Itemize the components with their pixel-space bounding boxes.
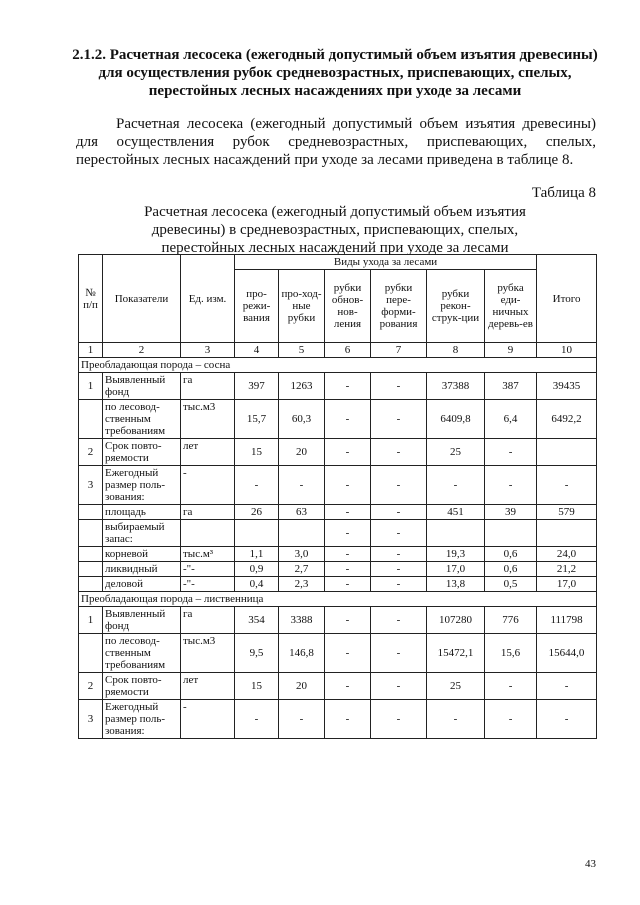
section-row [79, 592, 597, 607]
intro-paragraph: Расчетная лесосека (ежегодный допустимый объем изъятия древесины) для осуществления рубок средневозрастных, приспевающих, спелых, перестойных лесных насаждений при уходе за лесами приведена в таблице 8. [76, 116, 596, 168]
col-header-num: № п/п [79, 255, 103, 343]
row-value-cell: 15,6 [485, 634, 537, 673]
row-value-cell: - [371, 466, 427, 505]
row-value-cell: - [279, 700, 325, 739]
col-header-type: рубки пере-форми-рования [371, 270, 427, 343]
row-value-cell: 397 [235, 373, 279, 400]
column-index-cell: 1 [79, 343, 103, 358]
row-num-cell [79, 505, 103, 520]
col-header-indicator: Показатели [103, 255, 181, 343]
header-row-group [79, 255, 597, 270]
col-header-total: Итого [537, 255, 597, 343]
row-num-cell [79, 547, 103, 562]
row-unit-cell: - [181, 466, 235, 505]
row-value-cell: 111798 [537, 607, 597, 634]
row-value-cell: 579 [537, 505, 597, 520]
row-value-cell: - [371, 634, 427, 673]
table-row [79, 520, 597, 547]
table-caption: Расчетная лесосека (ежегодный допустимый объем изъятия древесины) в средневозрастных, приспевающих, спелых, перестойных лесных насаждений при уходе за лесами [144, 204, 526, 256]
section-title: Преобладающая порода – лиственница [79, 592, 597, 607]
row-indicator-cell: ликвидный [103, 562, 181, 577]
row-num-cell [79, 577, 103, 592]
row-value-cell: - [485, 700, 537, 739]
row-value-cell: - [325, 577, 371, 592]
table-row [79, 673, 597, 700]
row-value-cell: - [235, 700, 279, 739]
table-row [79, 634, 597, 673]
row-indicator-cell: Ежегодный размер поль-зования: [103, 700, 181, 739]
row-indicator-cell: деловой [103, 577, 181, 592]
row-value-cell: 15644,0 [537, 634, 597, 673]
row-value-cell: 6492,2 [537, 400, 597, 439]
table-row [79, 466, 597, 505]
row-value-cell: - [371, 562, 427, 577]
row-value-cell: - [325, 373, 371, 400]
column-index-cell: 7 [371, 343, 427, 358]
table-row [79, 439, 597, 466]
row-num-cell [79, 634, 103, 673]
row-value-cell: 0,4 [235, 577, 279, 592]
row-value-cell: 2,3 [279, 577, 325, 592]
table-row [79, 577, 597, 592]
table-row [79, 607, 597, 634]
row-value-cell: - [325, 634, 371, 673]
row-value-cell: 20 [279, 673, 325, 700]
row-unit-cell: лет [181, 439, 235, 466]
row-num-cell: 3 [79, 466, 103, 505]
row-indicator-cell: Срок повто-ряемости [103, 439, 181, 466]
row-indicator-cell: Выявленный фонд [103, 607, 181, 634]
row-value-cell: - [325, 520, 371, 547]
row-value-cell: - [371, 673, 427, 700]
row-value-cell: - [325, 562, 371, 577]
row-value-cell: - [371, 439, 427, 466]
row-value-cell: - [371, 400, 427, 439]
row-unit-cell: тыс.м3 [181, 400, 235, 439]
column-index-cell: 4 [235, 343, 279, 358]
table-row [79, 400, 597, 439]
row-unit-cell: га [181, 373, 235, 400]
section-row [79, 358, 597, 373]
row-value-cell: 0,9 [235, 562, 279, 577]
row-value-cell: - [325, 700, 371, 739]
row-value-cell: - [427, 466, 485, 505]
row-value-cell [537, 439, 597, 466]
row-value-cell [427, 520, 485, 547]
row-value-cell: - [371, 607, 427, 634]
row-value-cell: 6,4 [485, 400, 537, 439]
row-value-cell: - [235, 466, 279, 505]
row-indicator-cell: Выявленный фонд [103, 373, 181, 400]
row-value-cell [537, 520, 597, 547]
row-value-cell: - [537, 466, 597, 505]
table-row [79, 505, 597, 520]
row-value-cell: 39435 [537, 373, 597, 400]
row-indicator-cell: Ежегодный размер поль-зования: [103, 466, 181, 505]
section-title: Преобладающая порода – сосна [79, 358, 597, 373]
table-label: Таблица 8 [531, 185, 596, 201]
row-value-cell: 0,5 [485, 577, 537, 592]
row-value-cell: 9,5 [235, 634, 279, 673]
row-value-cell: - [537, 673, 597, 700]
row-value-cell: 15,7 [235, 400, 279, 439]
row-value-cell: 107280 [427, 607, 485, 634]
col-header-type: рубка еди-ничных деревь-ев [485, 270, 537, 343]
row-value-cell: 26 [235, 505, 279, 520]
row-num-cell [79, 562, 103, 577]
row-value-cell: - [325, 673, 371, 700]
row-value-cell: 17,0 [427, 562, 485, 577]
row-value-cell: 776 [485, 607, 537, 634]
row-value-cell: 6409,8 [427, 400, 485, 439]
row-value-cell: 15 [235, 439, 279, 466]
row-value-cell: 15472,1 [427, 634, 485, 673]
col-header-type: про-режи-вания [235, 270, 279, 343]
col-header-type: рубки обнов-нов-ления [325, 270, 371, 343]
row-value-cell: - [325, 547, 371, 562]
row-value-cell: 60,3 [279, 400, 325, 439]
col-header-type: рубки рекон-струк-ции [427, 270, 485, 343]
row-value-cell: - [325, 505, 371, 520]
column-index-cell: 6 [325, 343, 371, 358]
table-row [79, 700, 597, 739]
row-value-cell: - [427, 700, 485, 739]
row-value-cell: 39 [485, 505, 537, 520]
table-row [79, 373, 597, 400]
table-row [79, 562, 597, 577]
row-value-cell: 354 [235, 607, 279, 634]
row-unit-cell: га [181, 607, 235, 634]
row-indicator-cell: корневой [103, 547, 181, 562]
column-index-cell: 10 [537, 343, 597, 358]
row-value-cell: 0,6 [485, 562, 537, 577]
row-value-cell: 3,0 [279, 547, 325, 562]
table-row [79, 547, 597, 562]
allowable-cut-table [78, 254, 597, 739]
row-value-cell: 1,1 [235, 547, 279, 562]
column-index-row [79, 343, 597, 358]
row-unit-cell: лет [181, 673, 235, 700]
row-value-cell: - [325, 400, 371, 439]
col-header-unit: Ед. изм. [181, 255, 235, 343]
row-num-cell [79, 520, 103, 547]
row-value-cell: - [485, 673, 537, 700]
row-value-cell: 63 [279, 505, 325, 520]
row-value-cell: 3388 [279, 607, 325, 634]
row-value-cell: 17,0 [537, 577, 597, 592]
row-value-cell: 21,2 [537, 562, 597, 577]
row-unit-cell: тыс.м3 [181, 634, 235, 673]
row-value-cell: - [325, 466, 371, 505]
row-value-cell: 0,6 [485, 547, 537, 562]
row-indicator-cell: выбираемый запас: [103, 520, 181, 547]
row-unit-cell: га [181, 505, 235, 520]
row-value-cell: 387 [485, 373, 537, 400]
row-value-cell: 13,8 [427, 577, 485, 592]
row-num-cell: 1 [79, 607, 103, 634]
col-header-type: про-ход-ные рубки [279, 270, 325, 343]
row-value-cell: 1263 [279, 373, 325, 400]
row-num-cell: 1 [79, 373, 103, 400]
row-value-cell: 19,3 [427, 547, 485, 562]
row-value-cell: - [371, 577, 427, 592]
row-value-cell: 451 [427, 505, 485, 520]
row-unit-cell: - [181, 700, 235, 739]
row-num-cell [79, 400, 103, 439]
row-value-cell: 25 [427, 673, 485, 700]
row-value-cell: - [371, 505, 427, 520]
row-value-cell: 15 [235, 673, 279, 700]
column-index-cell: 9 [485, 343, 537, 358]
page-number: 43 [585, 858, 596, 870]
col-header-group: Виды ухода за лесами [235, 255, 537, 270]
row-unit-cell: -"- [181, 577, 235, 592]
row-unit-cell: тыс.м³ [181, 547, 235, 562]
row-value-cell: 2,7 [279, 562, 325, 577]
row-value-cell: 25 [427, 439, 485, 466]
section-heading: 2.1.2. Расчетная лесосека (ежегодный допустимый объем изъятия древесины) для осуществления рубок средневозрастных, приспевающих, спелых, перестойных лесных насаждениях при уходе за лесами [72, 47, 598, 99]
row-value-cell: 146,8 [279, 634, 325, 673]
row-value-cell [235, 520, 279, 547]
row-value-cell: 20 [279, 439, 325, 466]
row-indicator-cell: по лесовод-ственным требованиям [103, 634, 181, 673]
row-indicator-cell: Срок повто-ряемости [103, 673, 181, 700]
row-value-cell: - [485, 439, 537, 466]
row-value-cell: - [371, 520, 427, 547]
row-value-cell: - [325, 607, 371, 634]
row-unit-cell [181, 520, 235, 547]
column-index-cell: 8 [427, 343, 485, 358]
row-value-cell: 24,0 [537, 547, 597, 562]
row-value-cell: - [371, 547, 427, 562]
row-value-cell [279, 520, 325, 547]
row-value-cell: - [371, 700, 427, 739]
column-index-cell: 5 [279, 343, 325, 358]
row-unit-cell: -"- [181, 562, 235, 577]
column-index-cell: 3 [181, 343, 235, 358]
row-value-cell: - [371, 373, 427, 400]
row-value-cell: - [325, 439, 371, 466]
row-indicator-cell: по лесовод-ственным требованиям [103, 400, 181, 439]
row-num-cell: 3 [79, 700, 103, 739]
row-value-cell: - [537, 700, 597, 739]
row-value-cell: - [485, 466, 537, 505]
row-num-cell: 2 [79, 439, 103, 466]
row-value-cell: - [279, 466, 325, 505]
row-value-cell [485, 520, 537, 547]
column-index-cell: 2 [103, 343, 181, 358]
row-value-cell: 37388 [427, 373, 485, 400]
row-num-cell: 2 [79, 673, 103, 700]
row-indicator-cell: площадь [103, 505, 181, 520]
